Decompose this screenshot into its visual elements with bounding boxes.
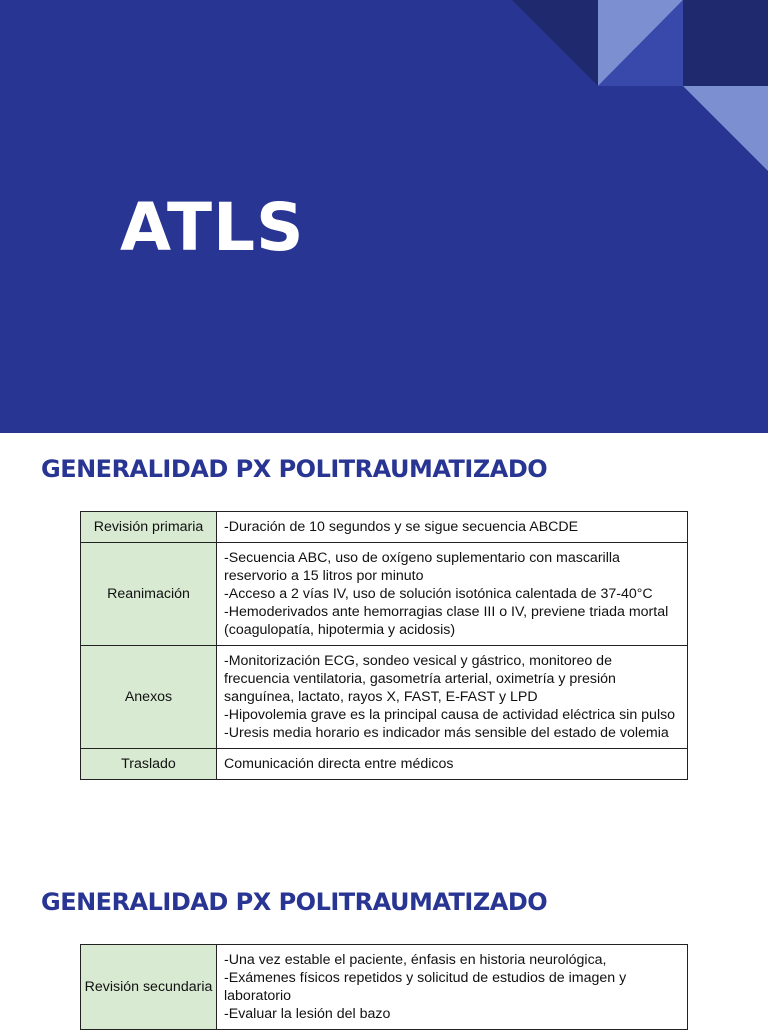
row-content [217, 646, 688, 749]
table-row [81, 543, 688, 646]
deco-light-lower-triangle [683, 86, 768, 171]
content-line: Comunicación directa entre médicos [224, 756, 454, 772]
content-line: -Duración de 10 segundos y se sigue secuencia ABCDE [224, 519, 579, 535]
row-content [217, 945, 688, 1030]
table-row [81, 749, 688, 780]
slide-heading: GENERALIDAD PX POLITRAUMATIZADO [41, 455, 548, 483]
row-label: Traslado [81, 749, 217, 780]
deco-dark-square [683, 0, 768, 86]
content-line: -Uresis media horario es indicador más sensible del estado de volemia [224, 725, 669, 741]
summary-table [80, 511, 688, 780]
slide-heading: GENERALIDAD PX POLITRAUMATIZADO [41, 888, 548, 916]
content-line: -Evaluar la lesión del bazo [224, 1006, 391, 1022]
content-line: -Monitorización ECG, sondeo vesical y gástrico, monitoreo de frecuencia ventilatoria, gasometría arterial, oximetría y presión sanguínea, lactato, rayos X, FAST, E-FAST y LPD [224, 653, 616, 705]
table-row [81, 945, 688, 1030]
deco-dark-triangle [512, 0, 598, 86]
summary-table [80, 944, 688, 1030]
content-line: -Hemoderivados ante hemorragias clase III o IV, previene triada mortal (coagulopatía, hipotermia y acidosis) [224, 604, 669, 638]
title-slide [0, 0, 768, 433]
table-row [81, 646, 688, 749]
row-content [217, 512, 688, 543]
content-line: -Acceso a 2 vías IV, uso de solución isotónica calentada de 37-40°C [224, 586, 653, 602]
content-line: -Exámenes físicos repetidos y solicitud de estudios de imagen y laboratorio [224, 970, 627, 1004]
table-row [81, 512, 688, 543]
content-line: -Hipovolemia grave es la principal causa de actividad eléctrica sin pulso [224, 707, 676, 723]
slide-title: ATLS [120, 189, 305, 266]
row-content [217, 543, 688, 646]
row-label: Anexos [81, 646, 217, 749]
row-label: Revisión secundaria [81, 945, 217, 1030]
row-label: Revisión primaria [81, 512, 217, 543]
content-line: -Una vez estable el paciente, énfasis en historia neurológica, [224, 952, 607, 968]
row-label: Reanimación [81, 543, 217, 646]
corner-decoration [0, 0, 768, 433]
content-line: -Secuencia ABC, uso de oxígeno suplementario con mascarilla reservorio a 15 litros por minuto [224, 550, 620, 584]
row-content [217, 749, 688, 780]
